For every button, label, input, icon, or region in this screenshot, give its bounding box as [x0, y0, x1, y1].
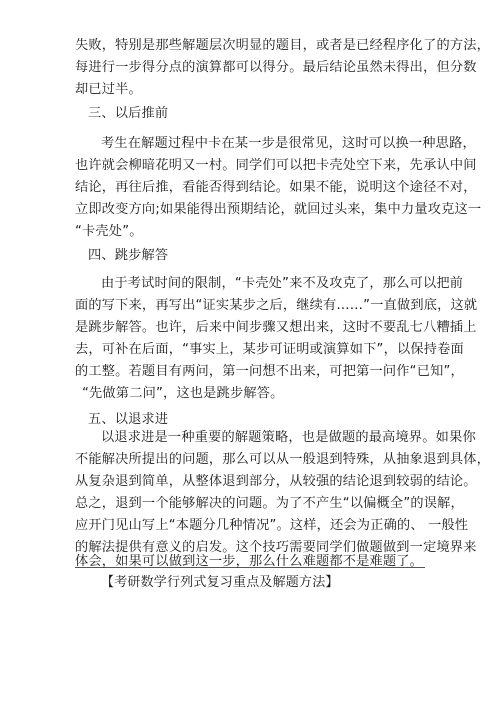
- section-5-line-1: 以退求进是一种重要的解题策略，也是做题的最高境界。如果你: [101, 430, 476, 445]
- section-5-line-7: 体会，如果可以做到这一步，那么什么难题都不是难题了。: [75, 554, 424, 569]
- intro-line-3: 却已过半。: [75, 82, 142, 97]
- related-article-title: 【考研数学行列式复习重点及解题方法】: [101, 575, 339, 590]
- section-3-line-5: “卡壳处”。: [75, 224, 143, 239]
- section-4-line-4: 去，可补在后面，“事实上，某步可证明或演算如下”，以保持卷面: [75, 342, 464, 357]
- section-5-heading: 五、以退求进: [88, 412, 169, 427]
- section-4-line-3: 是跳步解答。也许，后来中间步骤又想出来，这时不要乱七八糟插上: [75, 320, 477, 335]
- section-5-line-3: 从复杂退到简单，从整体退到部分，从较强的结论退到较弱的结论。: [75, 474, 477, 489]
- section-4-heading: 四、跳步解答: [88, 248, 169, 263]
- intro-line-1: 失败，特别是那些解题层次明显的题目，或者是已经程序化了的方法，: [75, 38, 491, 53]
- section-4-line-6: “先做第二问”，这也是跳步解答。: [82, 386, 284, 401]
- section-5-line-5: 应开门见山写上“本题分几种情况”。这样，还会为正确的、 一般性: [75, 518, 469, 533]
- section-3-line-4: 立即改变方向;如果能得出预期结论，就回过头来，集中力量攻克这一: [75, 202, 482, 217]
- section-5-line-2: 不能解决所提出的问题，那么可以从一般退到特殊，从抽象退到具体，: [75, 452, 491, 467]
- section-4-line-5: 的工整。若题目有两问，第一问想不出来，可把第一问作“已知”，: [75, 364, 464, 379]
- section-5-line-4: 总之，退到一个能够解决的问题。为了不产生“以偏概全”的误解，: [75, 496, 464, 511]
- section-3-line-1: 考生在解题过程中卡在某一步是很常见，这时可以换一种思路，: [101, 136, 476, 151]
- section-4-line-1: 由于考试时间的限制，“卡壳处”来不及攻克了，那么可以把前: [101, 276, 464, 291]
- section-5-line-6: 的解法提供有意义的启发。这个技巧需要同学们做题做到一定境界来: [75, 540, 477, 555]
- intro-line-2: 每进行一步得分点的演算都可以得分。最后结论虽然未得出，但分数: [75, 60, 477, 75]
- section-3-line-3: 结论，再往后推，看能否得到结论。如果不能，说明这个途径不对，: [75, 180, 477, 195]
- section-4-line-2: 面的写下来，再写出“证实某步之后，继续有……”一直做到底，这就: [75, 298, 478, 313]
- section-3-heading: 三、以后推前: [88, 106, 169, 121]
- section-3-line-2: 也许就会柳暗花明又一村。同学们可以把卡壳处空下来，先承认中间: [75, 158, 477, 173]
